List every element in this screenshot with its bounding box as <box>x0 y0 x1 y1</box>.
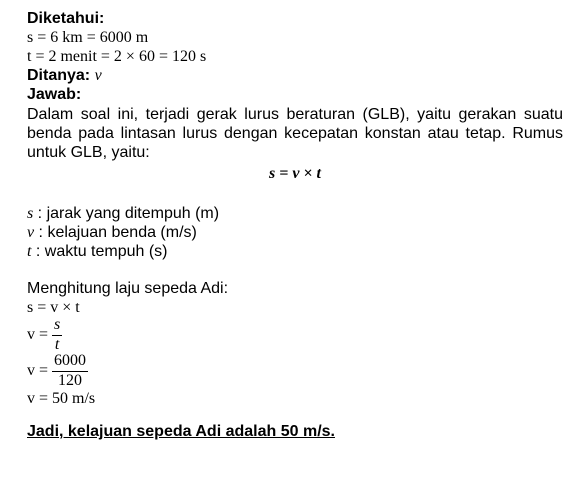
definition-symbol: t <box>27 243 32 260</box>
calculation-step-formula: s = v × t <box>27 299 80 316</box>
fraction-numerator: s <box>54 316 61 333</box>
definition-text: : jarak yang ditempuh (m) <box>33 205 220 222</box>
calculation-result: v = 50 m/s <box>27 390 96 407</box>
fraction-denominator: 120 <box>58 372 83 389</box>
explanation-paragraph: Dalam soal ini, terjadi gerak lurus beraturan (GLB), yaitu gerakan suatu benda pada lintasan lurus dengan kecepatan konstan atau tetap. Rumus untuk GLB, yaitu: <box>27 106 563 161</box>
asked-line <box>27 66 563 85</box>
glb-formula: s = v × t <box>268 165 321 182</box>
definition-speed <box>27 223 563 242</box>
fraction-denominator: t <box>54 336 60 353</box>
calculation-step-fraction-symbolic <box>27 317 563 353</box>
known-heading: Diketahui: <box>27 10 105 27</box>
solution-document <box>27 9 563 441</box>
definition-text: : waktu tempuh (s) <box>31 243 168 260</box>
fraction <box>52 317 62 353</box>
fraction-lhs: v = <box>27 362 49 379</box>
definition-symbol: s <box>27 205 34 222</box>
asked-label: Ditanya: <box>27 67 91 84</box>
definition-text: : kelajuan benda (m/s) <box>34 224 197 241</box>
fraction <box>52 353 88 389</box>
definition-time <box>27 242 563 261</box>
fraction-numerator: 6000 <box>54 352 87 369</box>
conclusion: Jadi, kelajuan sepeda Adi adalah 50 m/s. <box>27 423 335 440</box>
calculation-heading: Menghitung laju sepeda Adi: <box>27 280 229 297</box>
known-distance: s = 6 km = 6000 m <box>27 29 149 46</box>
fraction-lhs: v = <box>27 326 49 343</box>
answer-heading: Jawab: <box>27 86 82 103</box>
definition-symbol: v <box>27 224 35 241</box>
definition-distance <box>27 204 563 223</box>
known-time: t = 2 menit = 2 × 60 = 120 s <box>27 48 207 65</box>
asked-variable: v <box>94 67 102 84</box>
calculation-step-fraction-numeric <box>27 353 563 389</box>
